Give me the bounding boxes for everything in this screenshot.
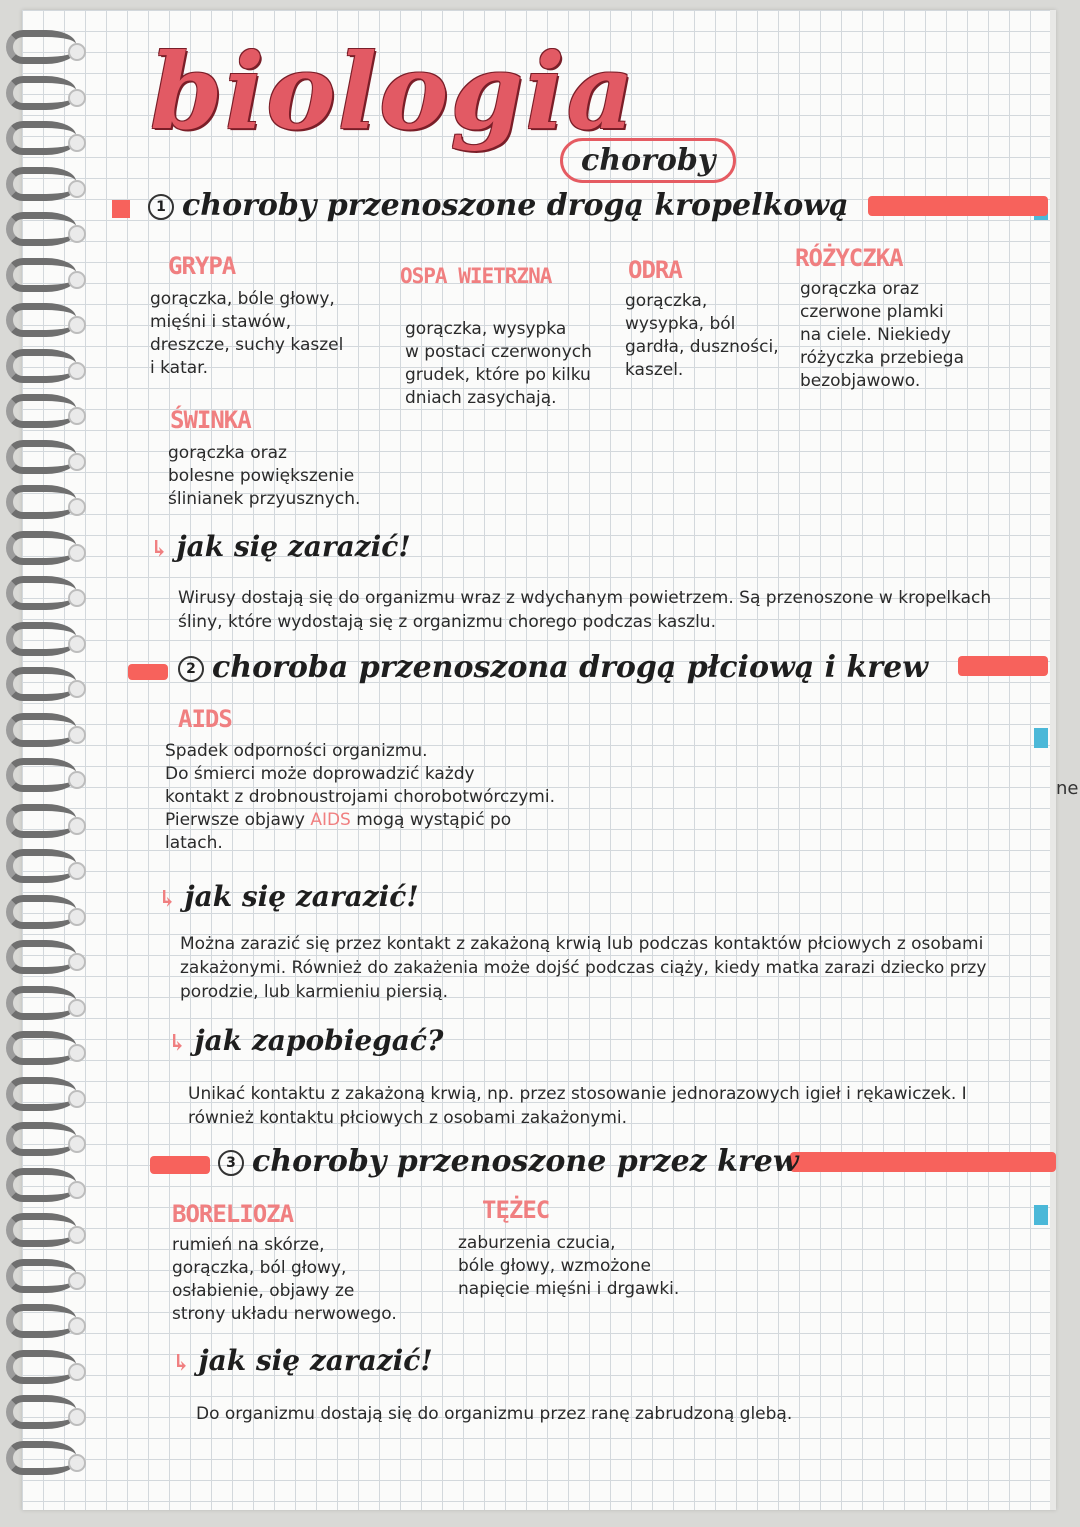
disease-name-rozyczka: RÓŻYCZKA [795, 244, 903, 272]
disease-text-borelioza: rumień na skórze, gorączka, ból głowy, osłabienie, objawy ze strony układu nerwowego. [172, 1235, 397, 1324]
spiral-coil [6, 576, 76, 610]
highlight-bar [790, 1152, 1056, 1172]
spiral-coil [6, 758, 76, 792]
section-2-prevent-text: Unikać kontaktu z zakażoną krwią, np. przez stosowanie jednorazowych igieł i rękawiczek. I również kontaktu płciowych z osobami zakażonymi. [188, 1084, 967, 1128]
aids-line-text: Pierwsze objawy [165, 810, 305, 830]
section-2-how-heading [158, 880, 419, 913]
disease-name-odra: ODRA [628, 256, 682, 284]
section-3-how-heading [172, 1344, 433, 1377]
spiral-coil [6, 1213, 76, 1247]
section-1-how-text: Wirusy dostają się do organizmu wraz z wdychanym powietrzem. Są przenoszone w kropelkach śliny, które wydostają się z organizmu chorego podczas kaszlu. [178, 588, 992, 632]
disease-text-tezec: zaburzenia czucia, bóle głowy, wzmożone napięcie mięśni i drgawki. [458, 1233, 680, 1299]
spiral-coil [6, 167, 76, 201]
disease-text-swinka: gorączka oraz bolesne powiększenie ślinianek przyusznych. [168, 443, 361, 509]
aids-line-text: mogą wystąpić po [356, 810, 512, 830]
section-number: 1 [148, 194, 174, 220]
spiral-coil [6, 485, 76, 519]
spiral-coil [6, 212, 76, 246]
spiral-coil [6, 394, 76, 428]
spiral-coil [6, 121, 76, 155]
spiral-coil [6, 531, 76, 565]
section-3-title: choroby przenoszone przez krew [252, 1144, 799, 1179]
section-2-title: choroba przenoszona drogą płciową i krew [212, 650, 929, 685]
tab-marker [1034, 728, 1048, 748]
spiral-coil [6, 1168, 76, 1202]
spiral-binding [6, 30, 96, 1490]
section-1-how-heading [150, 530, 411, 563]
spiral-coil [6, 713, 76, 747]
disease-name-ospa: OSPA WIETRZNA [400, 264, 552, 288]
tab-marker [1034, 1205, 1048, 1225]
spiral-coil [6, 349, 76, 383]
how-heading-text: jak się zarazić! [176, 530, 411, 563]
highlight-marker [128, 664, 168, 680]
disease-text-odra: gorączka, wysypka, ból gardła, duszności, kaszel. [625, 291, 779, 380]
aids-line: Spadek odporności organizmu. [165, 741, 428, 761]
highlight-bar [868, 196, 1048, 216]
spiral-coil [6, 1441, 76, 1475]
disease-text-grypa: gorączka, bóle głowy, mięśni i stawów, dreszcze, suchy kaszel i katar. [150, 289, 344, 378]
section-2-how-text: Można zarazić się przez kontakt z zakażoną krwią lub podczas kontaktów płciowych z osobami zakażonymi. Również do zakażenia może dojść podczas ciąży, kiedy matka zarazi dziecko przy porodzie, lub karmieniu piersią. [180, 934, 987, 1002]
section-1-title: choroby przenoszone drogą kropelkową [182, 188, 849, 223]
aids-line: Do śmierci może doprowadzić każdy [165, 764, 475, 784]
spiral-coil [6, 667, 76, 701]
spiral-coil [6, 1031, 76, 1065]
disease-name-swinka: ŚWINKA [170, 406, 251, 434]
paper-edge [1050, 10, 1056, 1510]
section-2-heading [178, 650, 928, 685]
disease-text-rozyczka: gorączka oraz czerwone plamki na ciele. Niekiedy różyczka przebiega bezobjawowo. [800, 279, 964, 391]
arrow-icon: ↳ [168, 1030, 187, 1056]
spiral-coil [6, 804, 76, 838]
spiral-coil [6, 303, 76, 337]
how-heading-text: jak się zarazić! [198, 1344, 433, 1377]
disease-name-aids: AIDS [178, 705, 232, 733]
spiral-coil [6, 1077, 76, 1111]
aids-line [165, 809, 625, 832]
page-subtitle: choroby [560, 138, 736, 183]
spiral-coil [6, 986, 76, 1020]
spiral-coil [6, 1122, 76, 1156]
section-number: 2 [178, 656, 204, 682]
highlight-marker [150, 1156, 210, 1174]
highlight-marker [112, 200, 130, 218]
spiral-coil [6, 30, 76, 64]
arrow-icon: ↳ [172, 1350, 191, 1376]
section-3-how-text: Do organizmu dostają się do organizmu przez ranę zabrudzoną glebą. [196, 1404, 793, 1424]
aids-line: kontakt z drobnoustrojami chorobotwórczymi. [165, 787, 555, 807]
section-3-heading [218, 1144, 799, 1179]
section-1-heading [148, 188, 849, 223]
aids-line: latach. [165, 833, 223, 853]
disease-text-ospa: gorączka, wysypka w postaci czerwonych grudek, które po kilku dniach zasychają. [405, 319, 592, 408]
spiral-coil [6, 622, 76, 656]
spiral-coil [6, 849, 76, 883]
spiral-coil [6, 940, 76, 974]
page-title: biologia [150, 30, 637, 153]
arrow-icon: ↳ [150, 536, 169, 562]
spiral-coil [6, 1259, 76, 1293]
spiral-coil [6, 440, 76, 474]
spiral-coil [6, 76, 76, 110]
spiral-coil [6, 258, 76, 292]
section-2-prevent-heading [168, 1024, 443, 1057]
disease-text-aids [165, 740, 625, 855]
margin-note: ne [1056, 778, 1079, 799]
section-number: 3 [218, 1150, 244, 1176]
arrow-icon: ↳ [158, 886, 177, 912]
spiral-coil [6, 1350, 76, 1384]
prevent-heading-text: jak zapobiegać? [194, 1024, 444, 1057]
spiral-coil [6, 895, 76, 929]
highlight-bar [958, 656, 1048, 676]
disease-name-grypa: GRYPA [168, 252, 236, 280]
spiral-coil [6, 1304, 76, 1338]
spiral-coil [6, 1395, 76, 1429]
how-heading-text: jak się zarazić! [184, 880, 419, 913]
disease-name-borelioza: BORELIOZA [172, 1200, 294, 1228]
aids-inline-name: AIDS [310, 810, 351, 830]
disease-name-tezec: TĘŻEC [482, 1196, 550, 1224]
